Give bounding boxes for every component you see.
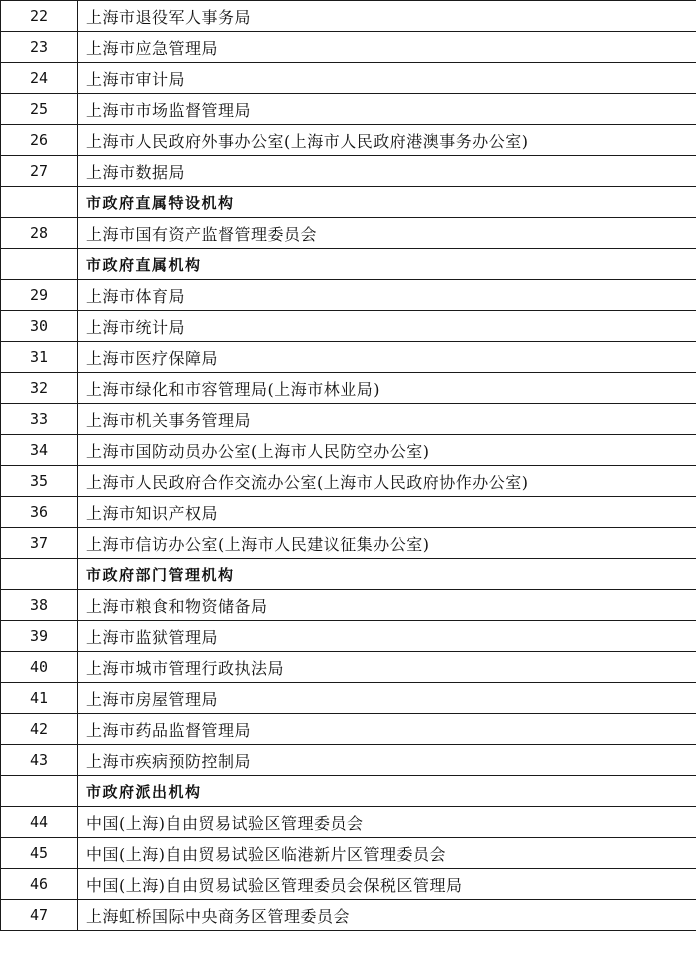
- agency-name: 上海虹桥国际中央商务区管理委员会: [78, 900, 696, 931]
- row-number: 24: [1, 63, 78, 94]
- table-row: [1, 497, 696, 528]
- table-row: [1, 838, 696, 869]
- agency-name: 上海市国防动员办公室(上海市人民防空办公室): [78, 435, 696, 466]
- agency-name: 中国(上海)自由贸易试验区管理委员会保税区管理局: [78, 869, 696, 900]
- agency-name: 上海市医疗保障局: [78, 342, 696, 373]
- row-number: 22: [1, 1, 78, 32]
- agency-name: 上海市统计局: [78, 311, 696, 342]
- section-title: 市政府派出机构: [78, 776, 696, 807]
- agency-name: 上海市体育局: [78, 280, 696, 311]
- table-row: [1, 621, 696, 652]
- agency-name: 中国(上海)自由贸易试验区临港新片区管理委员会: [78, 838, 696, 869]
- table-row: [1, 590, 696, 621]
- table-row: [1, 63, 696, 94]
- row-number: 43: [1, 745, 78, 776]
- row-number: 37: [1, 528, 78, 559]
- table-row: [1, 125, 696, 156]
- agency-name: 上海市绿化和市容管理局(上海市林业局): [78, 373, 696, 404]
- agency-name: 上海市药品监督管理局: [78, 714, 696, 745]
- table-row: [1, 528, 696, 559]
- table-row: [1, 466, 696, 497]
- row-number: 25: [1, 94, 78, 125]
- section-header-row: [1, 187, 696, 218]
- row-number: 23: [1, 32, 78, 63]
- table-row: [1, 869, 696, 900]
- row-number: 34: [1, 435, 78, 466]
- row-number: 30: [1, 311, 78, 342]
- row-number: 28: [1, 218, 78, 249]
- table-row: [1, 373, 696, 404]
- row-number: 41: [1, 683, 78, 714]
- table-row: [1, 404, 696, 435]
- section-header-row: [1, 776, 696, 807]
- agency-name: 上海市知识产权局: [78, 497, 696, 528]
- agency-name: 上海市应急管理局: [78, 32, 696, 63]
- table-row: [1, 94, 696, 125]
- row-number: 38: [1, 590, 78, 621]
- table-row: [1, 745, 696, 776]
- table-row: [1, 32, 696, 63]
- table-row: [1, 342, 696, 373]
- row-number: 27: [1, 156, 78, 187]
- table-row: [1, 652, 696, 683]
- agency-name: 上海市机关事务管理局: [78, 404, 696, 435]
- row-number: 26: [1, 125, 78, 156]
- agency-name: 上海市疾病预防控制局: [78, 745, 696, 776]
- row-number: 35: [1, 466, 78, 497]
- table-row: [1, 683, 696, 714]
- row-number: [1, 187, 78, 218]
- row-number: 32: [1, 373, 78, 404]
- section-title: 市政府直属机构: [78, 249, 696, 280]
- row-number: [1, 559, 78, 590]
- table-row: [1, 311, 696, 342]
- row-number: 40: [1, 652, 78, 683]
- agency-name: 上海市监狱管理局: [78, 621, 696, 652]
- agency-table-body: [1, 1, 696, 931]
- section-title: 市政府直属特设机构: [78, 187, 696, 218]
- table-row: [1, 1, 696, 32]
- agency-name: 上海市城市管理行政执法局: [78, 652, 696, 683]
- section-header-row: [1, 249, 696, 280]
- agency-name: 上海市退役军人事务局: [78, 1, 696, 32]
- agency-name: 上海市人民政府外事办公室(上海市人民政府港澳事务办公室): [78, 125, 696, 156]
- row-number: 39: [1, 621, 78, 652]
- agency-name: 上海市信访办公室(上海市人民建议征集办公室): [78, 528, 696, 559]
- agency-name: 上海市数据局: [78, 156, 696, 187]
- agency-name: 中国(上海)自由贸易试验区管理委员会: [78, 807, 696, 838]
- agency-name: 上海市房屋管理局: [78, 683, 696, 714]
- row-number: 29: [1, 280, 78, 311]
- row-number: 42: [1, 714, 78, 745]
- agency-name: 上海市审计局: [78, 63, 696, 94]
- table-row: [1, 900, 696, 931]
- row-number: [1, 249, 78, 280]
- agency-name: 上海市国有资产监督管理委员会: [78, 218, 696, 249]
- agency-name: 上海市粮食和物资储备局: [78, 590, 696, 621]
- row-number: 46: [1, 869, 78, 900]
- row-number: 44: [1, 807, 78, 838]
- row-number: 31: [1, 342, 78, 373]
- row-number: 33: [1, 404, 78, 435]
- row-number: 36: [1, 497, 78, 528]
- table-row: [1, 714, 696, 745]
- table-row: [1, 807, 696, 838]
- row-number: [1, 776, 78, 807]
- agency-name: 上海市人民政府合作交流办公室(上海市人民政府协作办公室): [78, 466, 696, 497]
- row-number: 45: [1, 838, 78, 869]
- table-row: [1, 435, 696, 466]
- section-header-row: [1, 559, 696, 590]
- agency-name: 上海市市场监督管理局: [78, 94, 696, 125]
- table-row: [1, 218, 696, 249]
- table-row: [1, 280, 696, 311]
- row-number: 47: [1, 900, 78, 931]
- table-row: [1, 156, 696, 187]
- section-title: 市政府部门管理机构: [78, 559, 696, 590]
